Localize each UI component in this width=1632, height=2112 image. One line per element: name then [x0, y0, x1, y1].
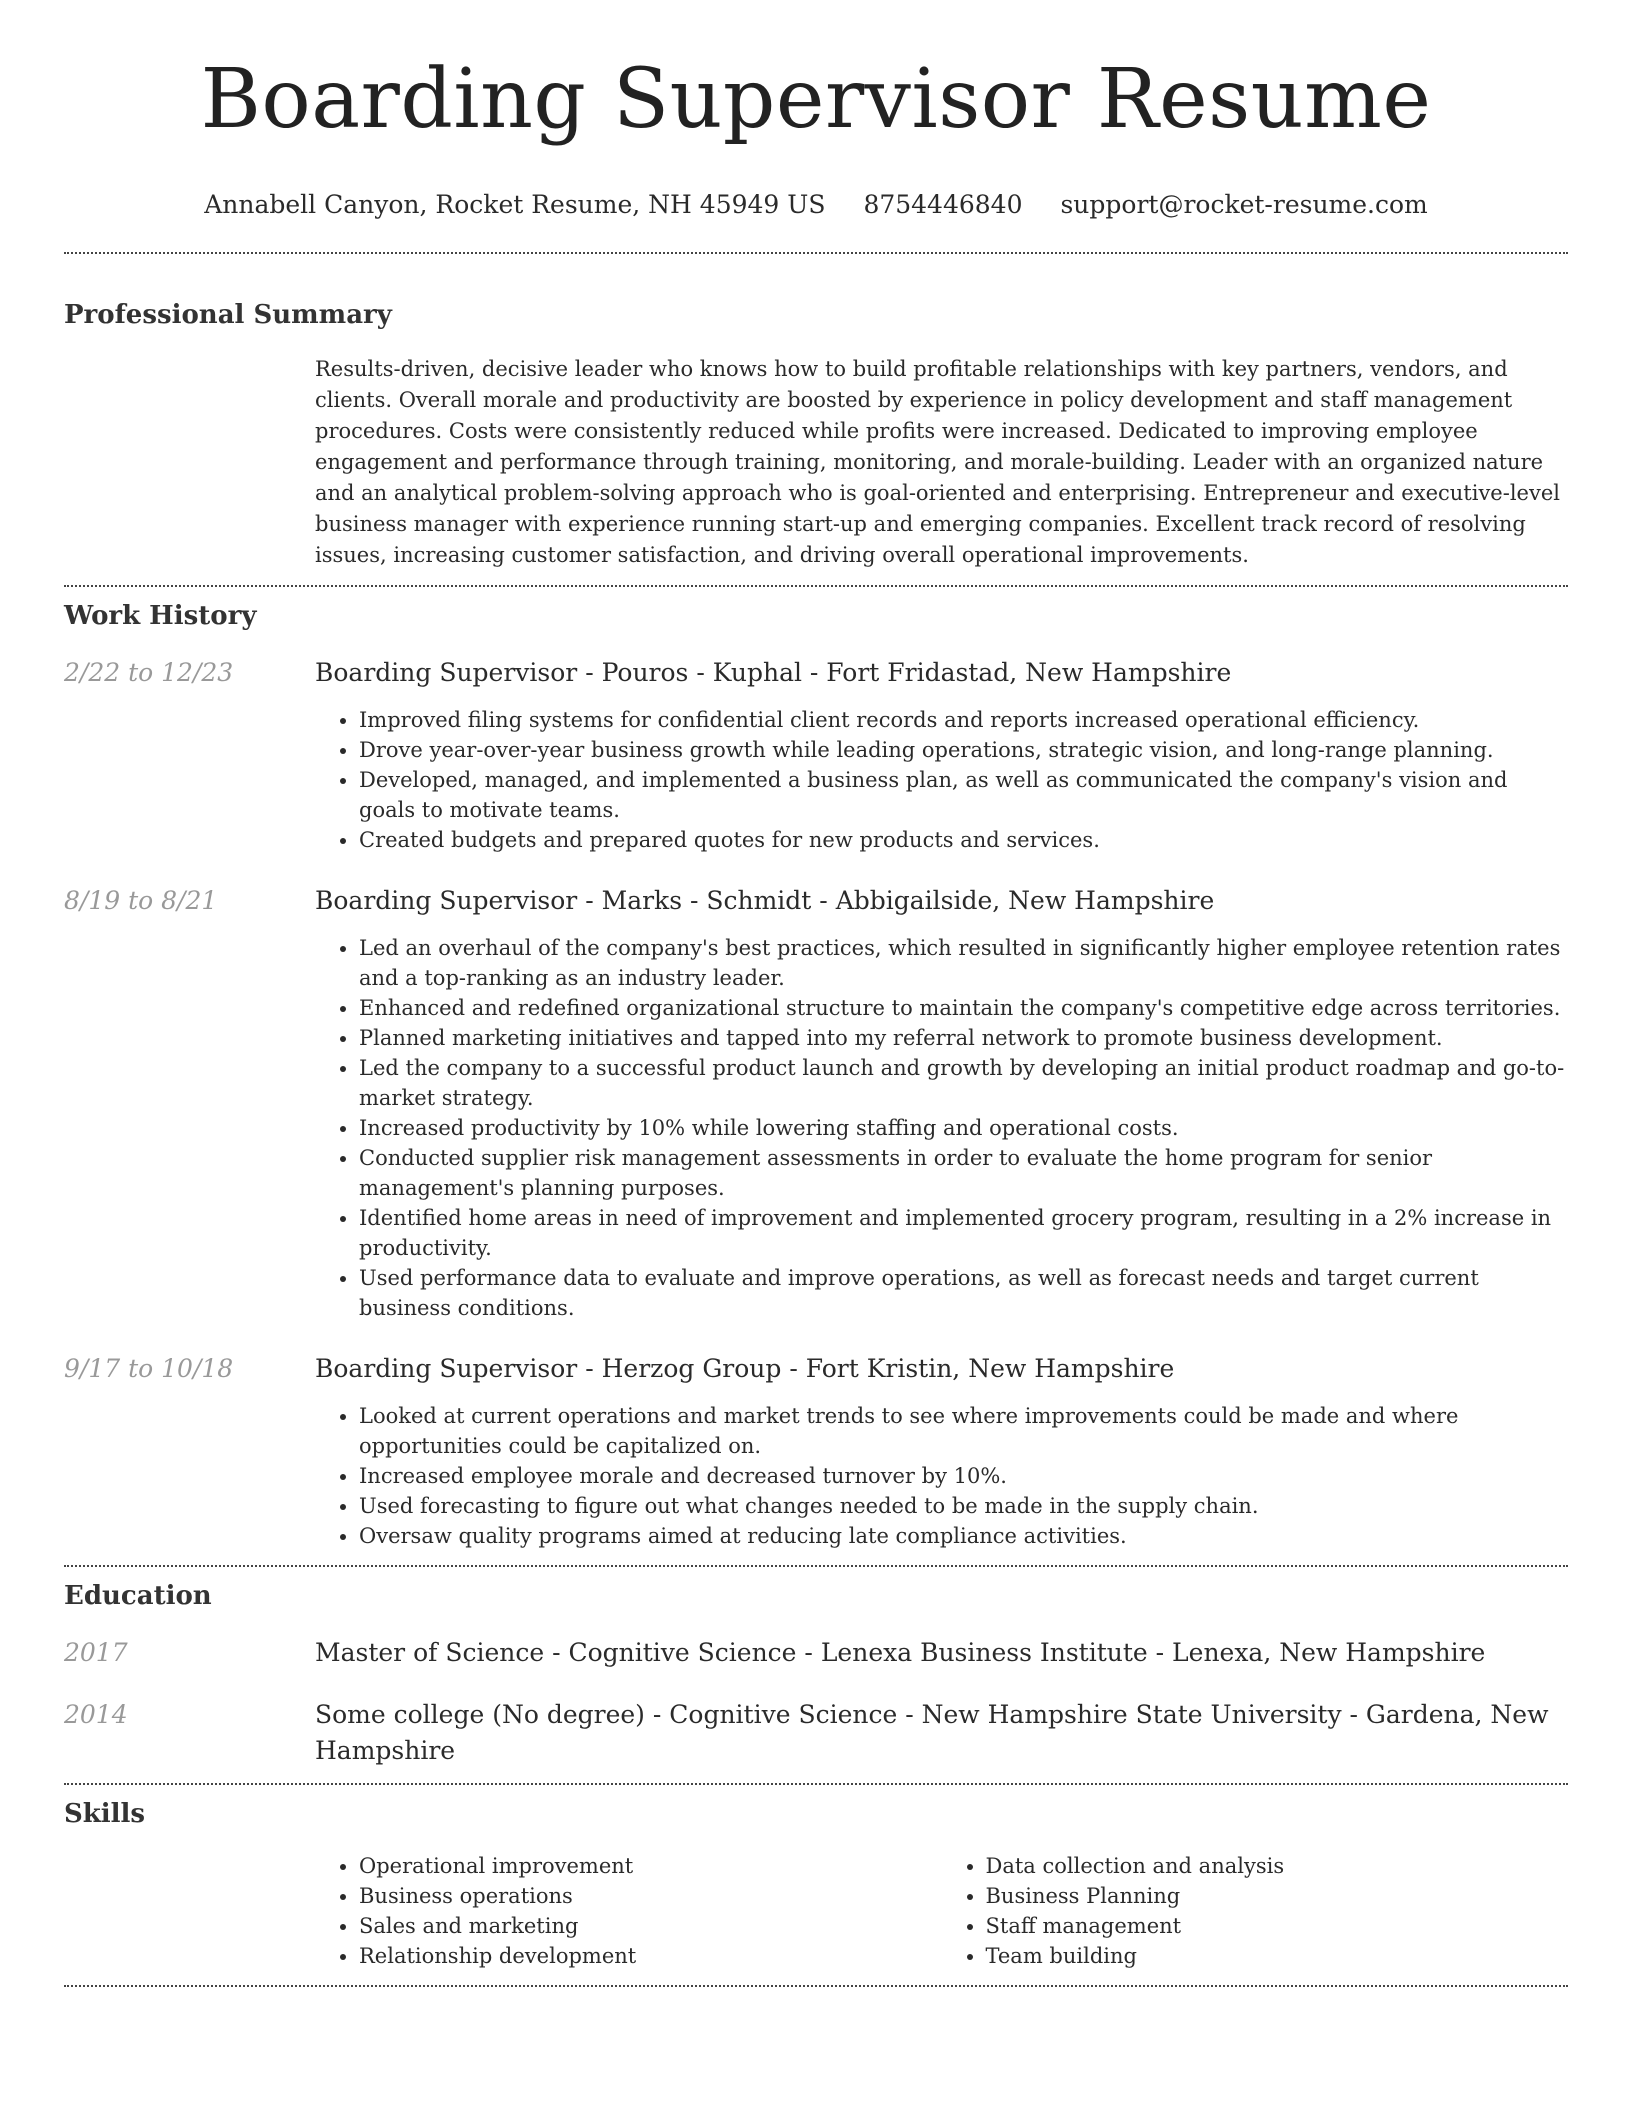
list-item: • Led the company to a successful product launch and growth by developing an initial product roadmap and go-to-market strategy. [359, 1053, 1568, 1113]
job-bullets [315, 933, 1568, 1323]
skills-list-right [942, 1851, 1569, 1971]
job-dates: 9/17 to 10/18 [64, 1354, 234, 1383]
job-title: Boarding Supervisor - Pouros - Kuphal - Fort Fridastad, New Hampshire [315, 658, 1232, 687]
job-dates: 2/22 to 12/23 [64, 658, 234, 687]
list-item: • Data collection and analysis [986, 1851, 1569, 1881]
job-bullets [315, 1401, 1568, 1551]
list-item: • Enhanced and redefined organizational structure to maintain the company's competitive edge across territories. [359, 993, 1568, 1023]
summary-text: Results-driven, decisive leader who knows how to build profitable relationships with key partners, vendors, and clients. Overall morale and productivity are boosted by experience in policy development and staff management procedures. Costs were consistently reduced while profits were increased. Dedicated to improving employee engagement and performance through training, monitoring, and morale-building. Leader with an organized nature and an analytical problem-solving approach who is goal-oriented and enterprising. Entrepreneur and executive-level business manager with experience running start-up and emerging companies. Excellent track record of resolving issues, increasing customer satisfaction, and driving overall operational improvements. [315, 357, 1560, 567]
job-entry [64, 883, 1568, 1323]
education-text: Master of Science - Cognitive Science - Lenexa Business Institute - Lenexa, New Hampshire [315, 1638, 1486, 1667]
section-divider [64, 1783, 1568, 1785]
list-item: • Developed, managed, and implemented a business plan, as well as communicated the company's vision and goals to motivate teams. [359, 765, 1568, 825]
job-body [315, 1351, 1568, 1551]
list-item: • Increased employee morale and decreased turnover by 10%. [359, 1461, 1568, 1491]
list-item: • Operational improvement [359, 1851, 942, 1881]
job-title: Boarding Supervisor - Marks - Schmidt - Abbigailside, New Hampshire [315, 886, 1215, 915]
section-heading: Professional Summary [64, 300, 392, 330]
list-item: • Used performance data to evaluate and improve operations, as well as forecast needs and target current business conditions. [359, 1263, 1568, 1323]
list-item: • Business Planning [986, 1881, 1569, 1911]
list-item: • Looked at current operations and market trends to see where improvements could be made and where opportunities could be capitalized on. [359, 1401, 1568, 1461]
education-year: 2014 [64, 1700, 128, 1729]
job-title: Boarding Supervisor - Herzog Group - Fort Kristin, New Hampshire [315, 1354, 1175, 1383]
education-entry [64, 1697, 1568, 1769]
list-item: • Oversaw quality programs aimed at reducing late compliance activities. [359, 1521, 1568, 1551]
list-item: • Improved filing systems for confidential client records and reports increased operational efficiency. [359, 705, 1568, 735]
section-heading: Work History [64, 601, 257, 631]
education-text: Some college (No degree) - Cognitive Science - New Hampshire State University - Gardena, New Hampshire [315, 1700, 1549, 1765]
contact-email: support@rocket-resume.com [1060, 190, 1428, 219]
list-item: • Led an overhaul of the company's best practices, which resulted in significantly higher employee retention rates and a top-ranking as an industry leader. [359, 933, 1568, 993]
section-divider [64, 1985, 1568, 1987]
list-item: • Planned marketing initiatives and tapped into my referral network to promote business development. [359, 1023, 1568, 1053]
list-item: • Sales and marketing [359, 1911, 942, 1941]
education-section [64, 1579, 1568, 1783]
job-body [315, 883, 1568, 1323]
resume-header [64, 0, 1568, 222]
section-divider [64, 585, 1568, 587]
education-entry [64, 1635, 1568, 1671]
list-item: • Relationship development [359, 1941, 942, 1971]
job-dates: 8/19 to 8/21 [64, 886, 218, 915]
skills-grid [315, 1851, 1568, 1985]
page-title: Boarding Supervisor Resume [200, 52, 1432, 147]
list-item: • Used forecasting to figure out what changes needed to be made in the supply chain. [359, 1491, 1568, 1521]
list-item: • Increased productivity by 10% while lowering staffing and operational costs. [359, 1113, 1568, 1143]
contact-line [64, 188, 1568, 222]
professional-summary-section [64, 298, 1568, 585]
section-heading: Education [64, 1581, 212, 1611]
list-item: • Staff management [986, 1911, 1569, 1941]
education-year: 2017 [64, 1638, 128, 1667]
list-item: • Created budgets and prepared quotes for new products and services. [359, 825, 1568, 855]
job-entry [64, 655, 1568, 855]
contact-phone: 8754446840 [863, 190, 1023, 219]
job-entry [64, 1351, 1568, 1551]
list-item: • Conducted supplier risk management assessments in order to evaluate the home program for senior management's planning purposes. [359, 1143, 1568, 1203]
list-item: • Identified home areas in need of improvement and implemented grocery program, resulting in a 2% increase in productivity. [359, 1203, 1568, 1263]
contact-address: Annabell Canyon, Rocket Resume, NH 45949 US [204, 190, 826, 219]
skills-list-left [315, 1851, 942, 1971]
section-heading: Skills [64, 1799, 146, 1829]
list-item: • Business operations [359, 1881, 942, 1911]
list-item: • Team building [986, 1941, 1569, 1971]
job-body [315, 655, 1568, 855]
work-history-section [64, 599, 1568, 1565]
section-divider [64, 1565, 1568, 1567]
section-divider [64, 252, 1568, 254]
skills-section [64, 1797, 1568, 1985]
job-bullets [315, 705, 1568, 855]
list-item: • Drove year-over-year business growth while leading operations, strategic vision, and long-range planning. [359, 735, 1568, 765]
